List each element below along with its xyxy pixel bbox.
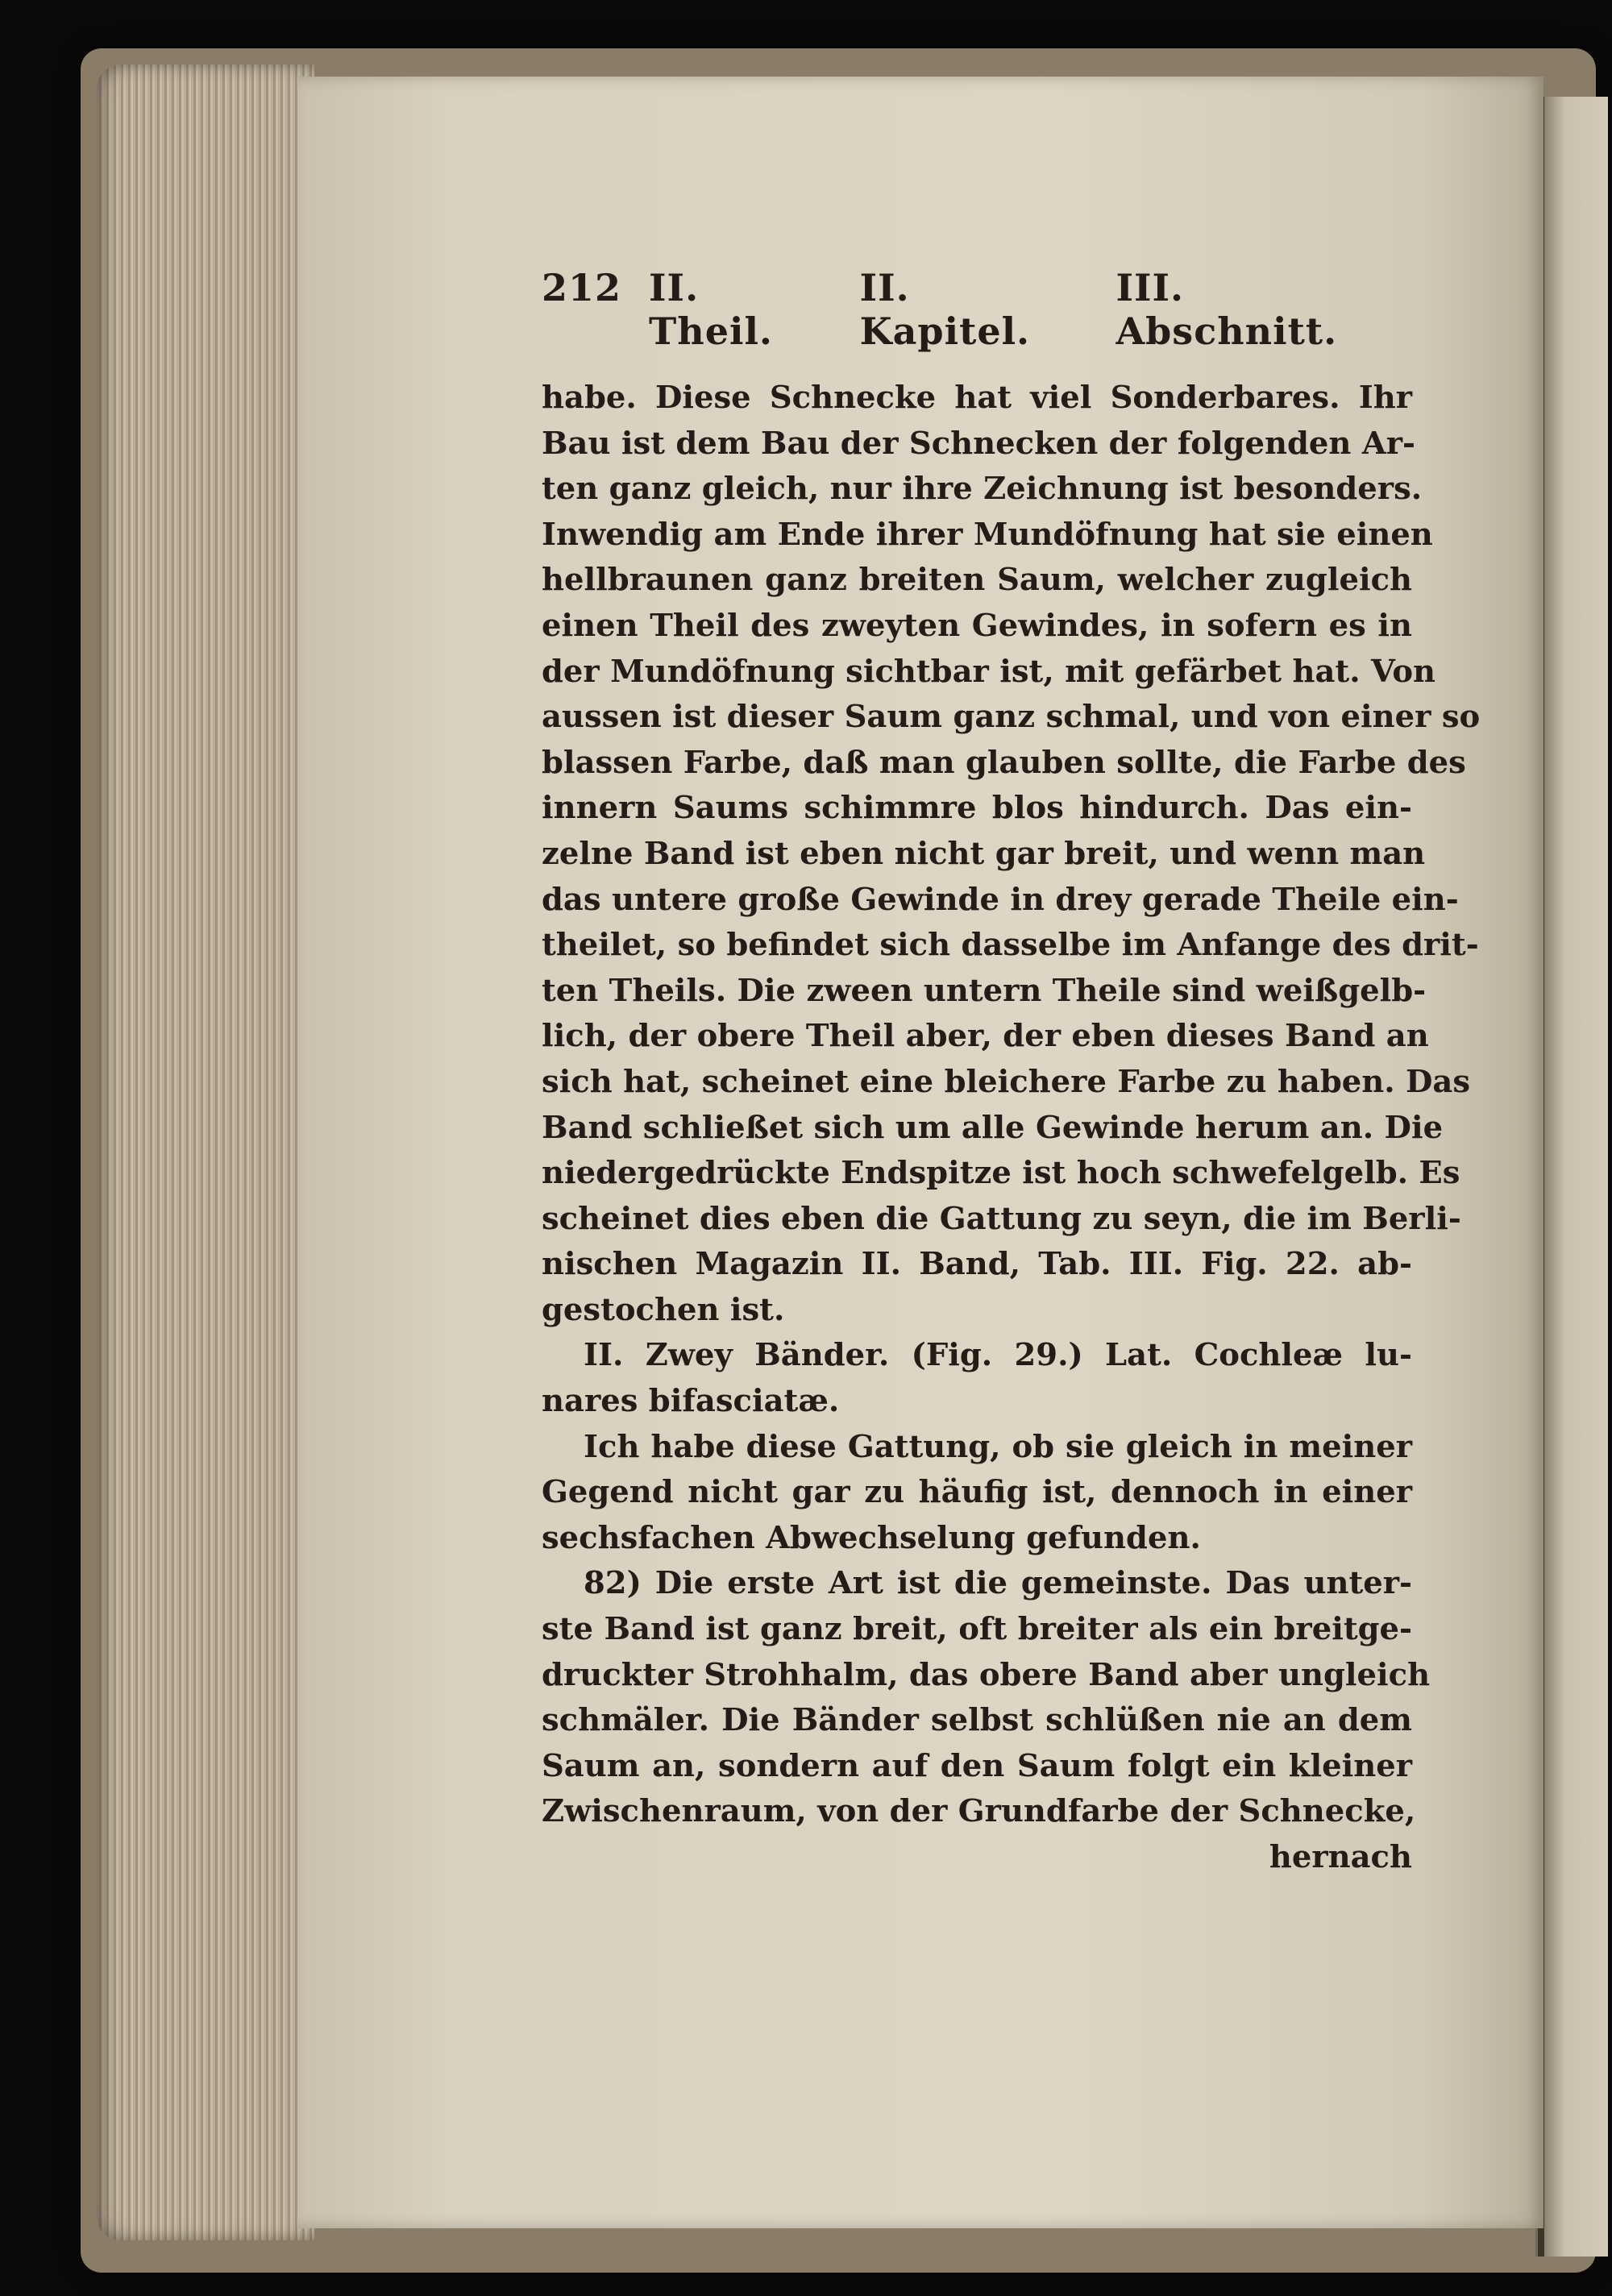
catchword: hernach [1269, 1839, 1412, 1875]
text-line: Bau ist dem Bau der Schnecken der folgenden Ar- [542, 425, 1415, 462]
text-line: schmäler. Die Bänder selbst schlüßen nie an dem [542, 1702, 1412, 1739]
text-line: Band schließet sich um alle Gewinde herum an. Die [542, 1109, 1444, 1146]
text-line: nischen Magazin II. Band, Tab. III. Fig. 22. ab- [542, 1246, 1412, 1283]
text-line: sechsfachen Abwechselung gefunden. [542, 1519, 1201, 1556]
text-line: einen Theil des zweyten Gewindes, in sofern es in [542, 607, 1412, 644]
text-line: lich, der obere Theil aber, der eben dieses Band an [542, 1018, 1429, 1055]
part-label: II. Theil. [649, 266, 773, 353]
text-line: habe. Diese Schnecke hat viel Sonderbares. Ihr [542, 380, 1412, 416]
text-line: gestochen ist. [542, 1291, 785, 1328]
text-line: niedergedrückte Endspitze ist hoch schwefelgelb. Es [542, 1155, 1460, 1192]
page-number: 212 [542, 266, 622, 309]
text-line: theilet, so befindet sich dasselbe im Anfange des drit- [542, 927, 1479, 964]
text-line: druckter Strohhalm, das obere Band aber ungleich [542, 1656, 1431, 1693]
text-line: ste Band ist ganz breit, oft breiter als ein breitge- [542, 1611, 1412, 1648]
section-heading-line: nares bifasciatæ. [542, 1383, 840, 1420]
facing-page-edge [1535, 97, 1608, 2257]
text-line: ten Theils. Die zween untern Theile sind weißgelb- [542, 972, 1427, 1009]
text-line: aussen ist dieser Saum ganz schmal, und von einer so [542, 699, 1481, 736]
chapter-label: II. Kapitel. [859, 266, 1031, 353]
text-line: sich hat, scheinet eine bleichere Farbe zu haben. Das [542, 1063, 1471, 1100]
text-line: ten ganz gleich, nur ihre Zeichnung ist besonders. [542, 471, 1423, 508]
text-line: Saum an, sondern auf den Saum folgt ein kleiner [542, 1747, 1412, 1784]
text-line: das untere große Gewinde in drey gerade Theile ein- [542, 881, 1459, 918]
text-line: scheinet dies eben die Gattung zu seyn, die im Berli- [542, 1200, 1461, 1237]
text-line: Ich habe diese Gattung, ob sie gleich in meiner [584, 1428, 1412, 1465]
text-line: der Mundöfnung sichtbar ist, mit gefärbet hat. Von [542, 653, 1436, 690]
text-line: innern Saums schimmre blos hindurch. Das ein- [542, 790, 1412, 827]
section-heading-line: II. Zwey Bänder. (Fig. 29.) Lat. Cochleæ lu- [584, 1337, 1412, 1374]
text-line: hellbraunen ganz breiten Saum, welcher zugleich [542, 562, 1412, 599]
body-text [542, 376, 1481, 1881]
text-line: Zwischenraum, von der Grundfarbe der Schnecke, [542, 1793, 1416, 1830]
running-head [542, 266, 1412, 353]
page-edges [97, 64, 314, 2240]
text-line: Gegend nicht gar zu häufig ist, dennoch in einer [542, 1474, 1412, 1511]
text-line: Inwendig am Ende ihrer Mundöfnung hat sie einen [542, 516, 1433, 553]
text-line: blassen Farbe, daß man glauben sollte, die Farbe des [542, 744, 1466, 781]
text-line: zelne Band ist eben nicht gar breit, und wenn man [542, 835, 1426, 872]
page-content [542, 266, 1481, 1881]
text-line: 82) Die erste Art ist die gemeinste. Das unter- [584, 1565, 1412, 1602]
section-label: III. Abschnitt. [1116, 266, 1338, 353]
